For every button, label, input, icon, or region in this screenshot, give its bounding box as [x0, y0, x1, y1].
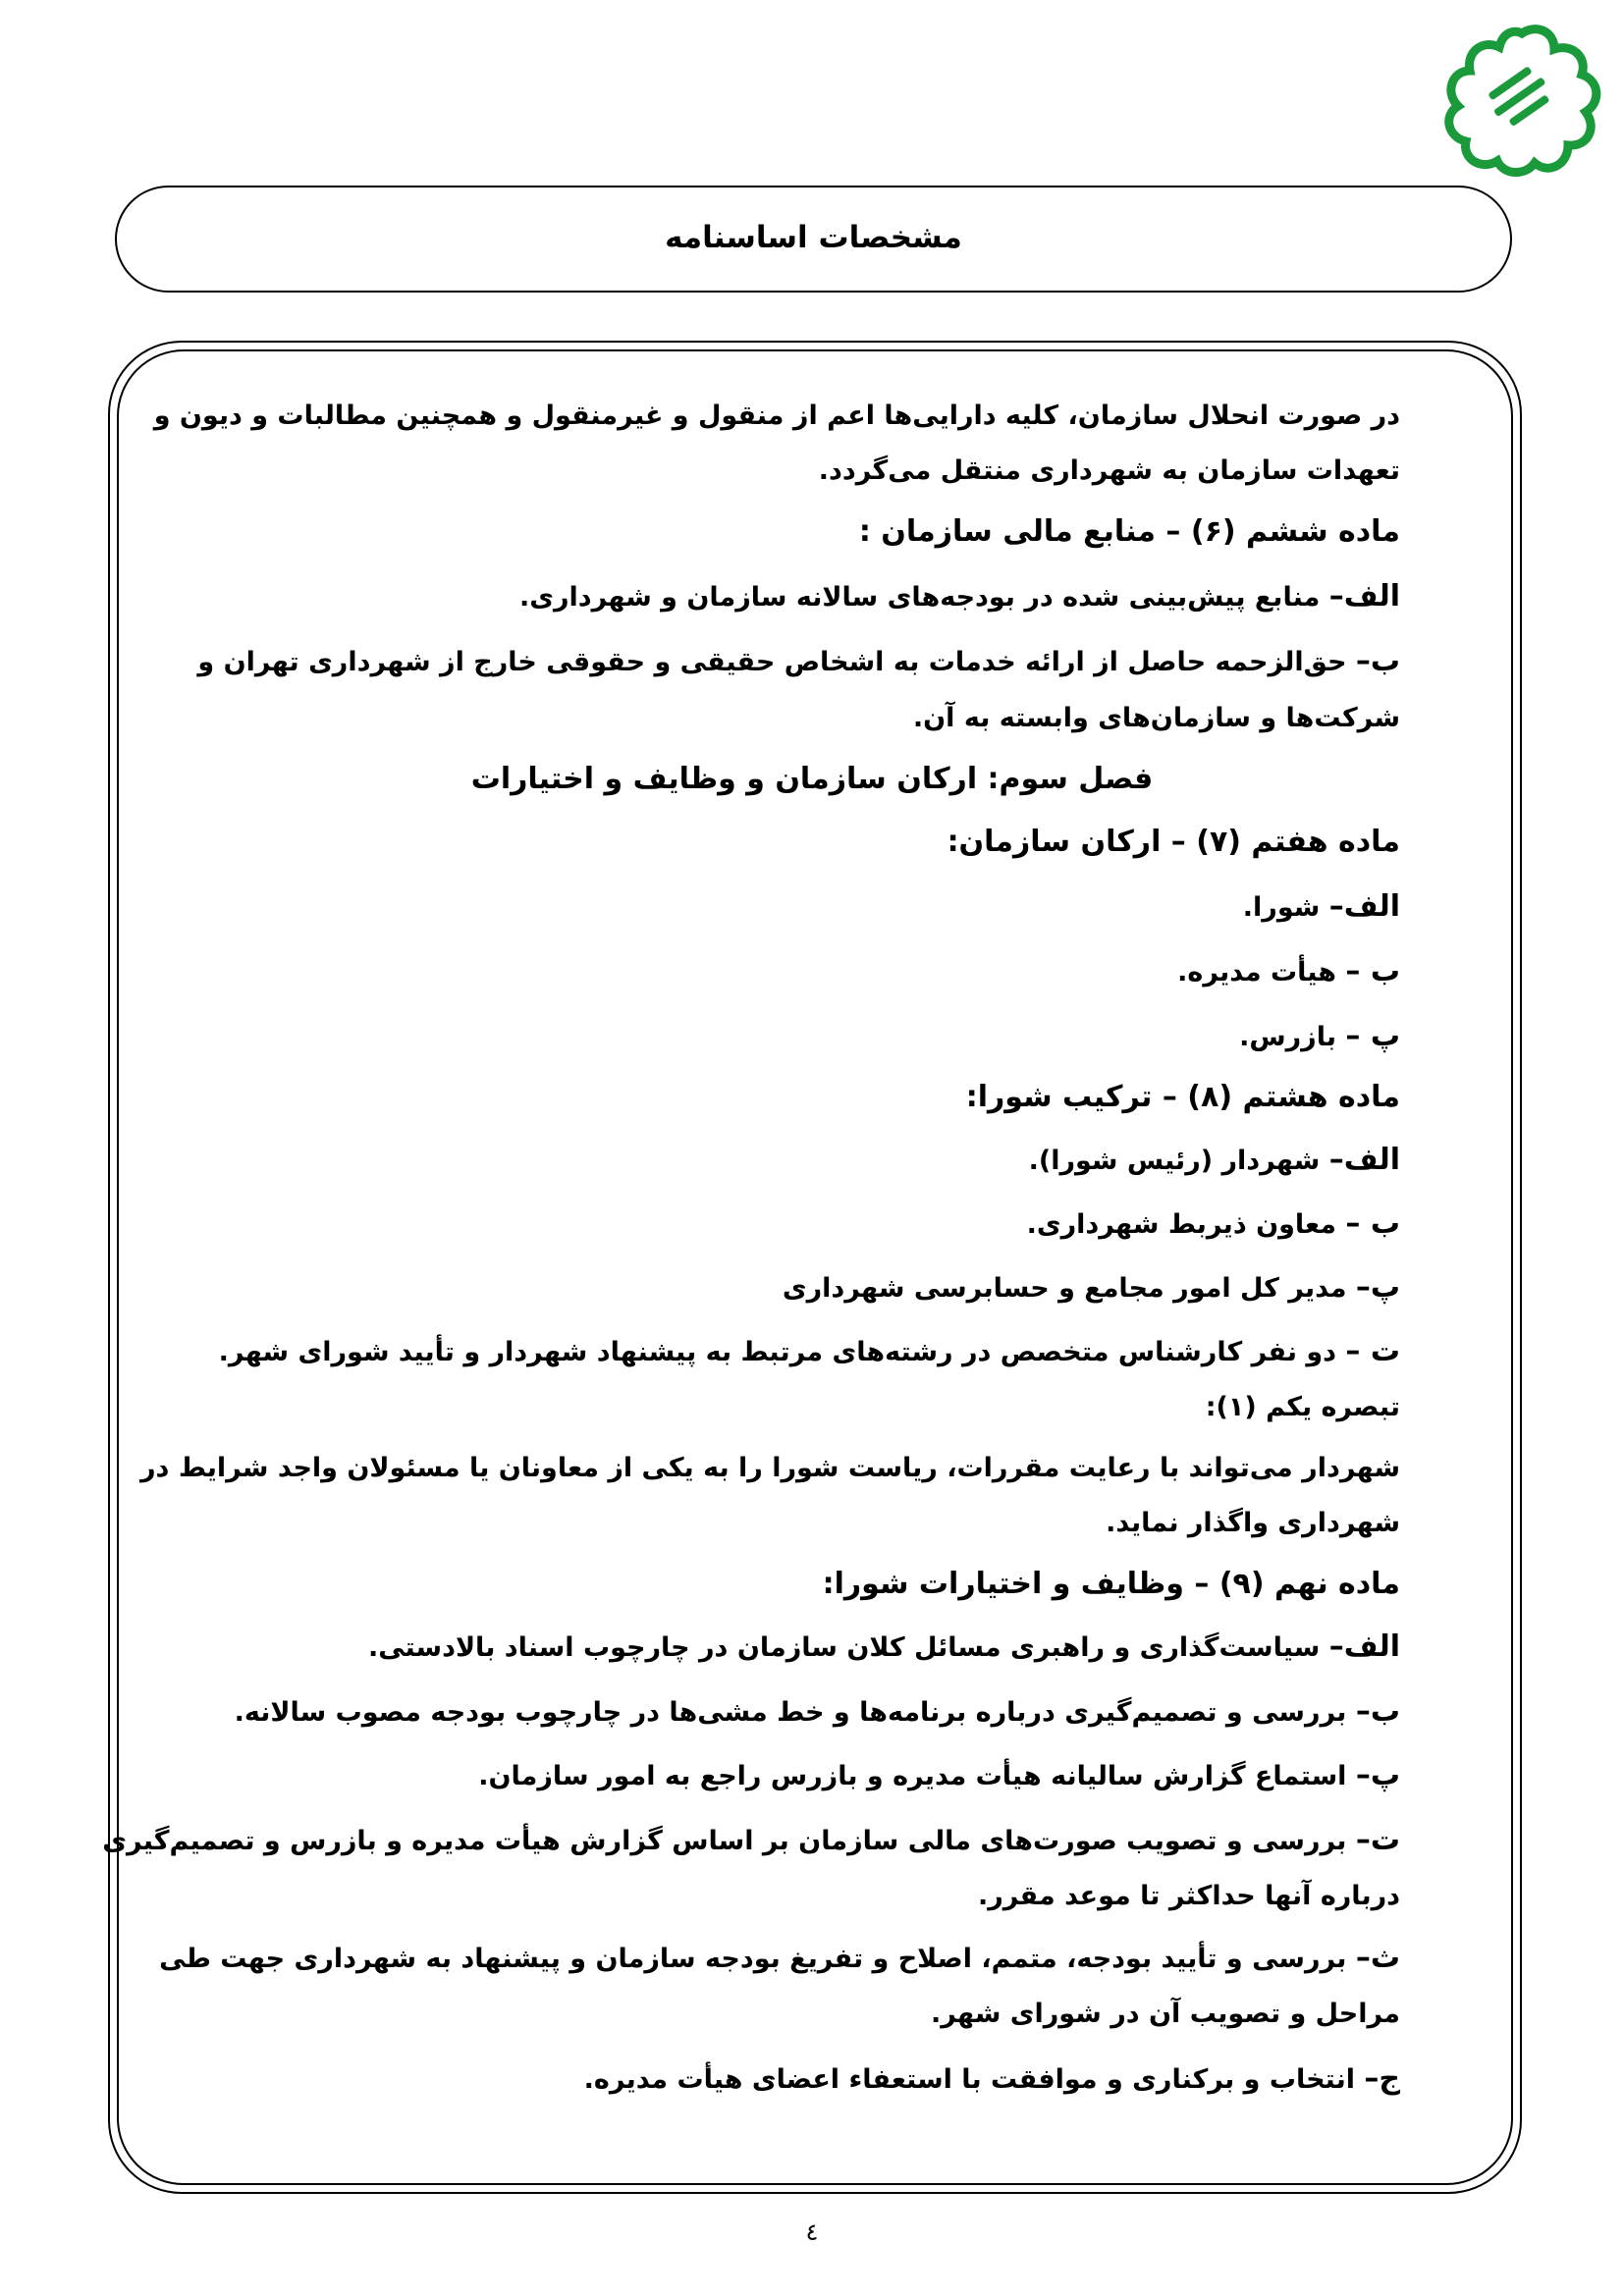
list-item: ب – معاون ذیربط شهرداری. — [1026, 1206, 1400, 1241]
list-item: پ– استماع گزارش سالیانه هیأت مدیره و بازرس راجع به امور سازمان. — [478, 1758, 1400, 1792]
list-item: ب – هیأت مدیره. — [1177, 954, 1400, 988]
article-heading: ماده نهم (۹) – وظایف و اختیارات شورا: — [822, 1567, 1400, 1601]
article-heading: ماده هشتم (۸) – ترکیب شورا: — [965, 1080, 1400, 1114]
paragraph-line: درباره آنها حداکثر تا موعد مقرر. — [977, 1881, 1400, 1911]
list-item: ت – دو نفر کارشناس متخصص در رشته‌های مرتبط به پیشنهاد شهردار و تأیید شورای شهر. — [218, 1334, 1400, 1368]
article-heading: ماده هفتم (۷) – ارکان سازمان: — [947, 825, 1400, 859]
list-item: ث– بررسی و تأیید بودجه، متمم، اصلاح و تفریغ بودجه سازمان و پیشنهاد به شهرداری جهت طی — [159, 1941, 1400, 1975]
list-item: ج– انتخاب و برکناری و موافقت با استعفاء اعضای هیأت مدیره. — [583, 2061, 1400, 2096]
paragraph-line: شرکت‌ها و سازمان‌های وابسته به آن. — [912, 703, 1400, 733]
page-header-box — [115, 186, 1512, 293]
chapter-heading: فصل سوم: ارکان سازمان و وظایف و اختیارات — [470, 762, 1154, 796]
list-item: ب– حق‌الزحمه حاصل از ارائه خدمات به اشخاص حقیقی و حقوقی خارج از شهرداری تهران و — [197, 644, 1400, 678]
page-title: مشخصات اساسنامه — [665, 220, 962, 255]
list-item: ت– بررسی و تصویب صورت‌های مالی سازمان بر اساس گزارش هیأت مدیره و بازرس و تصمیم‌گیری — [102, 1823, 1400, 1857]
list-item: پ– مدیر کل امور مجامع و حسابرسی شهرداری — [782, 1270, 1400, 1305]
list-item: الف– منابع پیش‌بینی شده در بودجه‌های سالانه سازمان و شهرداری. — [518, 579, 1400, 614]
page-number: ٤ — [805, 2218, 819, 2246]
paragraph-line: شهرداری واگذار نماید. — [1106, 1508, 1400, 1538]
paragraph-line: تعهدات سازمان به شهرداری منتقل می‌گردد. — [818, 455, 1400, 486]
list-item: الف– شورا. — [1242, 889, 1400, 924]
paragraph-line: در صورت انحلال سازمان، کلیه دارایی‌ها اعم از منقول و غیرمنقول و همچنین مطالبات و دیون و — [153, 400, 1400, 431]
list-item: ب– بررسی و تصمیم‌گیری درباره برنامه‌ها و خط مشی‌ها در چارچوب بودجه مصوب سالانه. — [234, 1694, 1400, 1729]
article-heading: ماده ششم (۶) – منابع مالی سازمان : — [858, 514, 1400, 549]
tehran-municipality-logo — [1438, 22, 1605, 179]
paragraph-line: مراحل و تصویب آن در شورای شهر. — [930, 1999, 1400, 2029]
paragraph-line: شهردار می‌تواند با رعایت مقررات، ریاست شورا را به یکی از معاونان یا مسئولان واجد شرایط در — [140, 1453, 1400, 1483]
list-item: الف– شهردار (رئیس شورا). — [1028, 1143, 1400, 1177]
list-item: الف– سیاست‌گذاری و راهبری مسائل کلان سازمان در چارچوب اسناد بالادستی. — [367, 1629, 1400, 1664]
list-item: پ – بازرس. — [1239, 1019, 1400, 1053]
note-heading: تبصره یکم (۱): — [1205, 1392, 1400, 1422]
